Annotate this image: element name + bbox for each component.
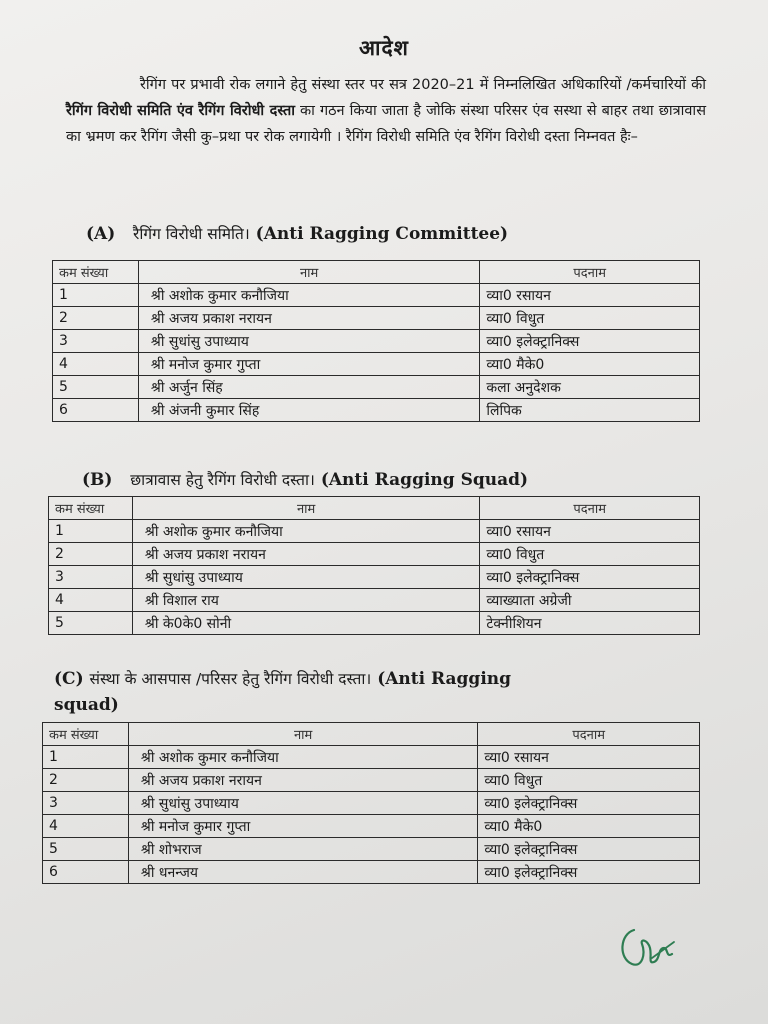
cell-designation: व्याख्याता अग्रेजी [480,589,700,612]
cell-name: श्री मनोज कुमार गुप्ता [128,815,477,838]
cell-designation: लिपिक [480,399,700,422]
table-header-row [53,261,700,284]
section-c-heading [54,666,664,718]
section-c-title-hi: संस्था के आसपास /परिसर हेतु रैगिंग विरोधी दस्ता। [89,670,372,688]
cell-serial: 3 [43,792,129,815]
cell-designation: व्या0 रसायन [478,746,700,769]
cell-name: श्री शोभराज [128,838,477,861]
cell-name: श्री सुधांसु उपाध्याय [132,566,479,589]
cell-designation: व्या0 विधुत [478,769,700,792]
header-name: नाम [132,497,479,520]
intro-bold-text: रैगिंग विरोधी समिति एंव रैगिंग विरोधी दस्ता [66,103,295,119]
cell-serial: 3 [49,566,133,589]
cell-serial: 5 [53,376,139,399]
cell-name: श्री अजय प्रकाश नरायन [132,543,479,566]
cell-designation: व्या0 विधुत [480,543,700,566]
cell-name: श्री अजय प्रकाश नरायन [128,769,477,792]
header-name: नाम [138,261,479,284]
cell-name: श्री के0के0 सोनी [132,612,479,635]
cell-serial: 6 [43,861,129,884]
header-serial: कम संख्या [53,261,139,284]
table-row [53,376,700,399]
section-a-label: (A) [86,224,116,244]
intro-paragraph [66,72,706,150]
header-designation: पदनाम [480,497,700,520]
section-b-label: (B) [82,470,113,490]
cell-designation: व्या0 इलेक्ट्रानिक्स [478,792,700,815]
table-header-row [49,497,700,520]
cell-serial: 6 [53,399,139,422]
cell-serial: 1 [43,746,129,769]
cell-designation: व्या0 रसायन [480,520,700,543]
cell-designation: व्या0 इलेक्ट्रानिक्स [478,838,700,861]
cell-name: श्री अंजनी कुमार सिंह [138,399,479,422]
section-c-title-en-2: squad) [54,695,119,715]
table-row [49,612,700,635]
table-row [49,520,700,543]
table-row [43,861,700,884]
cell-designation: व्या0 मैके0 [478,815,700,838]
cell-serial: 4 [53,353,139,376]
section-a-title-hi: रैगिंग विरोधी समिति। [133,225,250,243]
table-row [53,307,700,330]
section-c-label: (C) [54,669,84,689]
cell-designation: व्या0 विधुत [480,307,700,330]
intro-text-1: रैगिंग पर प्रभावी रोक लगाने हेतु संस्था स्तर पर सत्र 2020–21 में निम्नलिखित अधिकारियों /कर्मचारियों की [140,77,706,93]
cell-name: श्री धनन्जय [128,861,477,884]
cell-name: श्री सुधांसु उपाध्याय [128,792,477,815]
header-designation: पदनाम [478,723,700,746]
cell-serial: 1 [53,284,139,307]
cell-designation: व्या0 रसायन [480,284,700,307]
section-b-heading [82,468,528,490]
section-b-table [48,496,700,635]
cell-serial: 2 [49,543,133,566]
handwritten-signature-icon [612,918,682,978]
section-a-heading [86,222,508,244]
cell-serial: 3 [53,330,139,353]
page-title: आदेश [359,36,409,60]
cell-name: श्री अशोक कुमार कनौजिया [132,520,479,543]
cell-serial: 2 [43,769,129,792]
section-b-title-hi: छात्रावास हेतु रैगिंग विरोधी दस्ता। [130,471,315,489]
cell-serial: 4 [43,815,129,838]
cell-name: श्री अशोक कुमार कनौजिया [128,746,477,769]
table-row [43,769,700,792]
cell-designation: व्या0 इलेक्ट्रानिक्स [478,861,700,884]
table-row [43,792,700,815]
cell-serial: 2 [53,307,139,330]
cell-serial: 5 [49,612,133,635]
cell-name: श्री अर्जुन सिंह [138,376,479,399]
cell-designation: व्या0 इलेक्ट्रानिक्स [480,330,700,353]
table-row [53,284,700,307]
section-c-table [42,722,700,884]
section-a-title-en: (Anti Ragging Committee) [255,224,509,244]
table-row [49,543,700,566]
table-row [43,815,700,838]
header-designation: पदनाम [480,261,700,284]
table-row [43,838,700,861]
cell-name: श्री अशोक कुमार कनौजिया [138,284,479,307]
table-header-row [43,723,700,746]
cell-serial: 5 [43,838,129,861]
cell-designation: टेक्नीशियन [480,612,700,635]
cell-serial: 4 [49,589,133,612]
cell-designation: व्या0 इलेक्ट्रानिक्स [480,566,700,589]
table-row [53,399,700,422]
section-c-title-en-1: (Anti Ragging [377,669,512,689]
intro-text-2: का गठन किया जाता है जोकि संस्था परिसर एंव सस्था से बाहर तथा छात्रावास का भ्रमण कर रैगिंग जैसी कु–प्रथा पर रोक लगायेगी । रैगिंग विरोधी समिति एंव रैगिंग विरोधी दस्ता निम्नवत हैः– [66,103,706,145]
cell-name: श्री अजय प्रकाश नरायन [138,307,479,330]
cell-name: श्री सुधांसु उपाध्याय [138,330,479,353]
cell-name: श्री विशाल राय [132,589,479,612]
cell-designation: व्या0 मैके0 [480,353,700,376]
table-row [53,330,700,353]
table-row [49,589,700,612]
table-row [43,746,700,769]
cell-serial: 1 [49,520,133,543]
table-row [49,566,700,589]
section-a-table [52,260,700,422]
cell-name: श्री मनोज कुमार गुप्ता [138,353,479,376]
cell-designation: कला अनुदेशक [480,376,700,399]
header-name: नाम [128,723,477,746]
section-b-title-en: (Anti Ragging Squad) [320,470,529,490]
header-serial: कम संख्या [43,723,129,746]
table-row [53,353,700,376]
header-serial: कम संख्या [49,497,133,520]
